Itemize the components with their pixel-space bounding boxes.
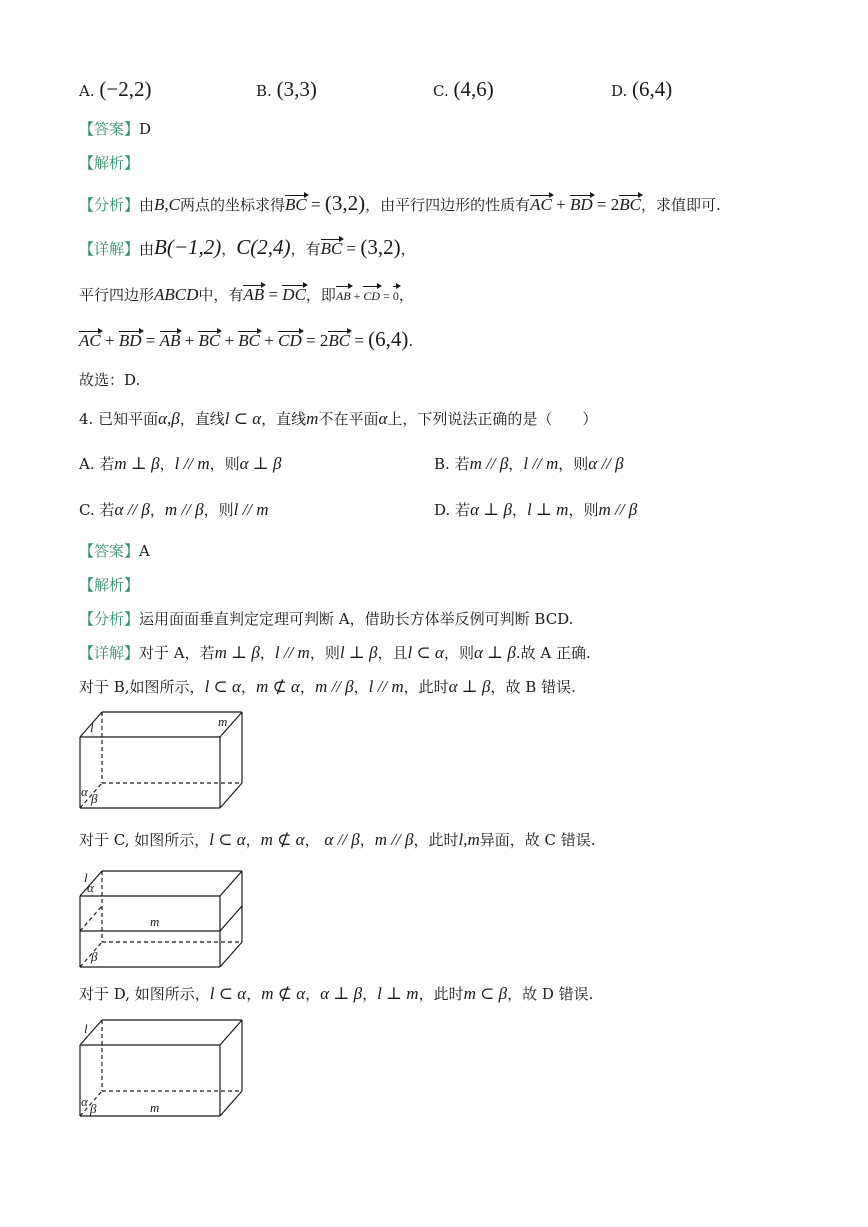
fig-d-label-alpha: α: [81, 1094, 88, 1109]
q3-fenxi: 【分析】由B,C两点的坐标求得BC = (3,2)，由平行四边形的性质有AC + BD = 2BC，求值即可.: [79, 191, 721, 215]
q4-option-d: D. 若α ⊥ β，l ⊥ m，则m // β: [434, 500, 638, 519]
fig-d-label-l: l: [84, 1021, 88, 1036]
fig-c-label-l: l: [84, 870, 88, 885]
figure-c-cuboid: [78, 867, 248, 971]
q4-detail-b: 对于 B,如图所示，l ⊂ α，m ⊄ α，m // β，l // m，此时α ⊥ β，故 B 错误.: [79, 677, 576, 696]
fig-b-label-l: l: [90, 720, 94, 735]
q4-option-a: A. 若m ⊥ β，l // m，则α ⊥ β: [79, 454, 282, 473]
q4-option-b: B. 若m // β，l // m，则α // β: [434, 454, 624, 473]
q4-stem: 4. 已知平面α,β，直线l ⊂ α，直线m不在平面α上，下列说法正确的是（ ）: [79, 409, 598, 428]
q4-analysis-tag: 【解析】: [79, 576, 140, 594]
q4-option-c: C. 若α // β，m // β，则l // m: [79, 500, 269, 519]
q3-detail: 【详解】由B(−1,2)，C(2,4)，有BC = (3,2)，: [79, 235, 416, 259]
fig-b-label-alpha: α: [81, 784, 88, 799]
q4-detail-a: 【详解】对于 A，若m ⊥ β，l // m，则l ⊥ β，且l ⊂ α，则α ⊥ β.故 A 正确.: [79, 643, 591, 662]
fig-c-label-alpha: α: [87, 880, 94, 895]
fig-d-label-m: m: [150, 1100, 160, 1115]
fig-c-label-beta: β: [91, 949, 98, 964]
q3-conclusion: 故选：D.: [79, 371, 141, 389]
q4-fenxi: 【分析】运用面面垂直判定定理可判断 A，借助长方体举反例可判断 BCD.: [79, 610, 574, 628]
q3-option-d: D. (6,4): [611, 77, 673, 101]
q3-option-b: B. (3,3): [256, 77, 317, 101]
fig-b-label-m: m: [218, 714, 228, 729]
figure-d-cuboid: [78, 1016, 248, 1120]
q3-parallelogram: 平行四边形ABCD中，有AB = DC，即AB + CD = 0，: [79, 284, 414, 307]
q3-answer: 【答案】D: [79, 120, 152, 138]
q3-analysis-tag: 【解析】: [79, 154, 140, 172]
q3-sum-equation: AC + BD = AB + BC + BC + CD = 2BC = (6,4).: [79, 327, 414, 351]
q3-option-a: A. (−2,2): [79, 77, 152, 101]
fig-c-label-m: m: [150, 914, 160, 929]
fig-b-label-beta: β: [91, 791, 98, 806]
q3-option-c: C. (4,6): [433, 77, 494, 101]
q4-detail-c: 对于 C, 如图所示，l ⊂ α，m ⊄ α， α // β，m // β，此时l,m异面，故 C 错误.: [79, 830, 596, 849]
q4-answer: 【答案】A: [79, 542, 150, 560]
fig-d-label-beta: β: [90, 1101, 97, 1116]
q4-detail-d: 对于 D, 如图所示，l ⊂ α，m ⊄ α，α ⊥ β，l ⊥ m，此时m ⊂ β，故 D 错误.: [79, 984, 594, 1003]
figure-b-cuboid: [78, 708, 248, 812]
